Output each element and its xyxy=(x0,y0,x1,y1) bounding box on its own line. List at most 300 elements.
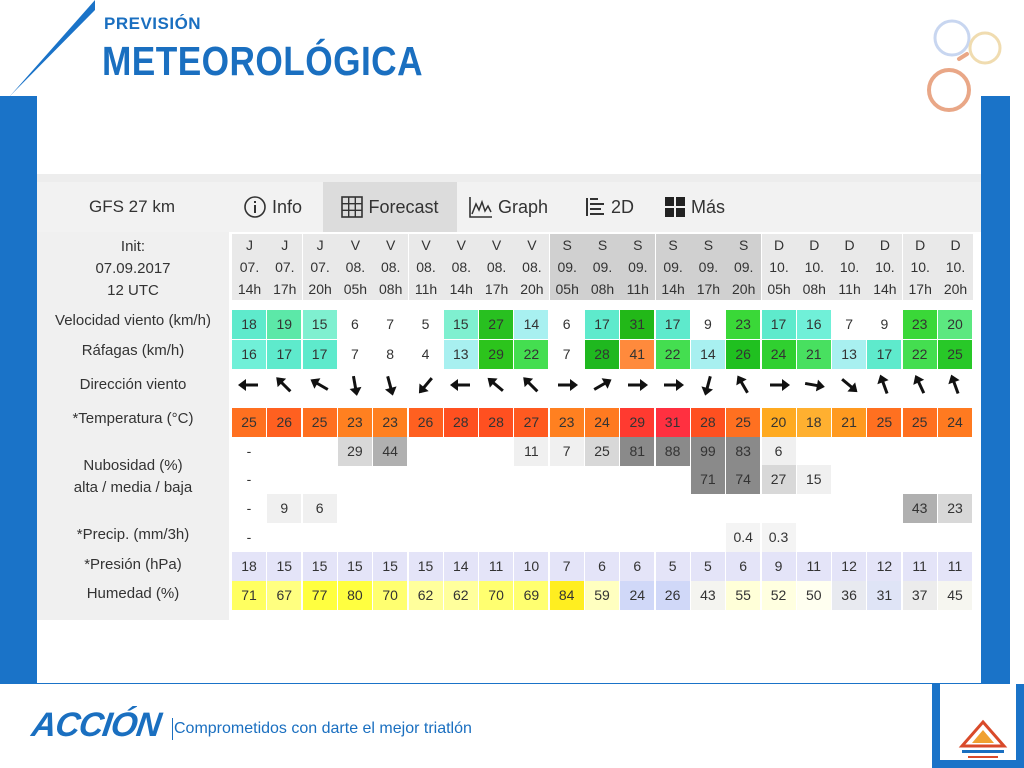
pressure-cell: 9 xyxy=(762,552,796,581)
pressure-cell: 15 xyxy=(338,552,372,581)
humidity-cell: 45 xyxy=(938,581,972,610)
temperature-cell: 20 xyxy=(762,408,796,437)
temperature-cell: 21 xyxy=(832,408,866,437)
cloud-mid-cell xyxy=(514,465,548,494)
pressure-cell: 15 xyxy=(267,552,301,581)
gusts-cell: 17 xyxy=(303,340,337,369)
humidity-cell: 50 xyxy=(797,581,831,610)
humidity-cell: 80 xyxy=(338,581,372,610)
init-label: Init: xyxy=(120,238,146,255)
cloud-mid-cell xyxy=(479,465,513,494)
humidity-cell: 71 xyxy=(232,581,266,610)
wind-direction-arrow-icon xyxy=(938,370,972,400)
cloud-high-cell: 81 xyxy=(620,437,654,466)
table-grid-icon xyxy=(341,196,363,218)
line-graph-icon xyxy=(469,196,493,218)
precipitation-cell: - xyxy=(246,529,252,545)
temperature-cell: 31 xyxy=(656,408,690,437)
info-icon xyxy=(243,195,267,219)
precipitation-cell xyxy=(903,523,937,552)
precipitation-cell xyxy=(479,523,513,552)
temperature-cell: 28 xyxy=(691,408,725,437)
column-header-date: 08. xyxy=(380,259,401,275)
gusts-cell: 22 xyxy=(903,340,937,369)
pressure-cell: 12 xyxy=(867,552,901,581)
label-pressure: *Presión (hPa) xyxy=(84,556,182,573)
gusts-cell: 21 xyxy=(797,340,831,369)
model-selector[interactable]: GFS 27 km xyxy=(89,197,175,216)
label-cloud-cover: Nubosidad (%) xyxy=(83,457,183,474)
column-header xyxy=(373,234,409,300)
column-header-hour: 20h xyxy=(732,281,756,297)
column-header-hour: 08h xyxy=(379,281,403,297)
cloud-mid-cell xyxy=(938,465,972,494)
cloud-low-cell: 43 xyxy=(903,494,937,523)
column-header xyxy=(338,234,374,300)
column-header-hour: 05h xyxy=(767,281,791,297)
column-header-hour: 14h xyxy=(449,281,473,297)
temperature-cell: 26 xyxy=(409,408,443,437)
grid-more-icon xyxy=(664,196,686,218)
forecast-column xyxy=(303,232,338,620)
gusts-cell: 4 xyxy=(409,340,443,369)
column-header xyxy=(232,234,268,300)
gusts-cell: 22 xyxy=(656,340,690,369)
wind-direction-arrow-icon xyxy=(514,370,548,400)
column-header xyxy=(867,234,903,300)
precipitation-cell xyxy=(691,523,725,552)
column-header xyxy=(303,234,339,300)
temperature-cell: 25 xyxy=(867,408,901,437)
column-header-day: J xyxy=(281,237,289,253)
cloud-mid-cell xyxy=(444,465,478,494)
column-header xyxy=(550,234,586,300)
pressure-cell: 14 xyxy=(444,552,478,581)
column-header-hour: 05h xyxy=(343,281,368,297)
wind-direction-arrow-icon xyxy=(232,370,266,400)
layers-2d-icon xyxy=(586,196,606,218)
humidity-cell: 69 xyxy=(514,581,548,610)
column-header-day: D xyxy=(950,237,961,253)
humidity-cell: 70 xyxy=(479,581,513,610)
column-header-day: S xyxy=(703,237,714,253)
precipitation-cell xyxy=(797,523,831,552)
cloud-mid-cell xyxy=(373,465,407,494)
cloud-mid-cell xyxy=(409,465,443,494)
forecast-column xyxy=(514,232,549,620)
cloud-mid-cell xyxy=(585,465,619,494)
cloud-high-cell: 83 xyxy=(726,437,760,466)
temperature-cell: 23 xyxy=(338,408,372,437)
triathlon-rings-logo xyxy=(915,14,1005,119)
column-header-day: S xyxy=(562,237,572,253)
cloud-low-cell xyxy=(691,494,725,523)
gusts-cell: 16 xyxy=(232,340,266,369)
humidity-cell: 67 xyxy=(267,581,301,610)
cloud-high-cell: 6 xyxy=(762,437,796,466)
column-header-date: 07. xyxy=(310,259,330,275)
temperature-cell: 25 xyxy=(232,408,266,437)
pressure-cell: 12 xyxy=(832,552,866,581)
wind-direction-arrow-icon xyxy=(479,370,513,400)
column-header-day: D xyxy=(809,237,820,253)
cloud-high-cell xyxy=(267,437,301,466)
pressure-cell: 10 xyxy=(514,552,548,581)
pressure-cell: 7 xyxy=(550,552,584,581)
forecast-column xyxy=(373,232,408,620)
wind-direction-arrow-icon xyxy=(267,370,301,400)
tab-forecast-label: Forecast xyxy=(368,196,439,217)
cloud-mid-cell xyxy=(338,465,372,494)
cloud-mid-cell xyxy=(867,465,901,494)
pressure-cell: 6 xyxy=(620,552,654,581)
precipitation-cell xyxy=(867,523,901,552)
pressure-cell: 11 xyxy=(938,552,972,581)
pressure-cell: 18 xyxy=(232,552,266,581)
cloud-mid-cell xyxy=(303,465,337,494)
column-header xyxy=(832,234,868,300)
init-utc: 12 UTC xyxy=(107,282,159,299)
column-header-date: 10. xyxy=(839,259,860,275)
column-header-date: 09. xyxy=(557,259,577,275)
cloud-mid-cell xyxy=(903,465,937,494)
precipitation-cell xyxy=(585,523,619,552)
wind-speed-cell: 23 xyxy=(726,310,760,339)
column-header xyxy=(762,234,798,300)
column-header-date: 08. xyxy=(451,259,472,275)
cloud-high-cell: 11 xyxy=(514,437,548,466)
column-header-date: 08. xyxy=(486,259,507,275)
humidity-cell: 43 xyxy=(691,581,725,610)
column-header-date: 07. xyxy=(239,259,260,275)
wind-speed-cell: 6 xyxy=(338,310,372,339)
tagline-separator xyxy=(172,718,173,740)
forecast-column xyxy=(232,232,267,620)
row-labels xyxy=(37,232,229,620)
precipitation-cell xyxy=(444,523,478,552)
pressure-cell: 11 xyxy=(797,552,831,581)
temperature-cell: 23 xyxy=(373,408,407,437)
column-header-hour: 11h xyxy=(626,281,649,297)
temperature-cell: 26 xyxy=(267,408,301,437)
column-header-day: V xyxy=(491,237,502,253)
temperature-cell: 27 xyxy=(514,408,548,437)
cloud-low-cell xyxy=(514,494,548,523)
wind-direction-arrow-icon xyxy=(691,370,725,400)
temperature-cell: 25 xyxy=(903,408,937,437)
wind-direction-arrow-icon xyxy=(303,370,337,400)
gusts-cell: 13 xyxy=(444,340,478,369)
forecast-column xyxy=(938,232,973,620)
temperature-cell: 23 xyxy=(550,408,584,437)
column-header-day: D xyxy=(773,237,785,253)
column-header-date: 09. xyxy=(663,259,683,275)
column-header-hour: 17h xyxy=(696,281,721,297)
forecast-column xyxy=(550,232,585,620)
cloud-high-cell xyxy=(867,437,901,466)
cloud-mid-cell xyxy=(620,465,654,494)
column-header-hour: 17h xyxy=(273,281,297,297)
wind-speed-cell: 27 xyxy=(479,310,513,339)
forecast-column xyxy=(409,232,444,620)
precipitation-cell xyxy=(550,523,584,552)
column-header-day: J xyxy=(316,237,324,253)
tab-2d[interactable] xyxy=(586,182,634,232)
page-supertitle: PREVISIÓN xyxy=(104,14,202,33)
cloud-low-cell: - xyxy=(246,500,252,516)
forecast-column xyxy=(338,232,373,620)
humidity-cell: 36 xyxy=(832,581,866,610)
wind-speed-cell: 19 xyxy=(267,310,301,339)
cloud-low-cell xyxy=(762,494,796,523)
forecast-column xyxy=(479,232,514,620)
cloud-mid-cell xyxy=(267,465,301,494)
cloud-high-cell: 29 xyxy=(338,437,372,466)
wind-direction-arrow-icon xyxy=(373,370,407,400)
cloud-mid-cell: 27 xyxy=(762,465,796,494)
tab-more[interactable] xyxy=(664,182,725,232)
column-header-day: S xyxy=(597,237,608,253)
wind-direction-arrow-icon xyxy=(338,370,372,400)
column-header-hour: 14h xyxy=(873,281,897,297)
cloud-mid-cell xyxy=(832,465,866,494)
temperature-cell: 28 xyxy=(444,408,478,437)
label-wind-speed: Velocidad viento (km/h) xyxy=(55,312,211,329)
forecast-column xyxy=(267,232,302,620)
column-header-date: 07. xyxy=(275,259,295,275)
gusts-cell: 13 xyxy=(832,340,866,369)
pressure-cell: 11 xyxy=(903,552,937,581)
column-header-hour: 17h xyxy=(908,281,932,297)
column-header-hour: 11h xyxy=(414,281,438,297)
precipitation-cell xyxy=(409,523,443,552)
column-header xyxy=(903,234,939,300)
column-header-date: 08. xyxy=(416,259,436,275)
column-header-day: D xyxy=(879,237,890,253)
precipitation-cell xyxy=(267,523,301,552)
cloud-mid-cell: 15 xyxy=(797,465,831,494)
cloud-mid-cell xyxy=(656,465,690,494)
column-header xyxy=(479,234,515,300)
cloud-low-cell xyxy=(832,494,866,523)
wind-speed-cell: 17 xyxy=(656,310,690,339)
pressure-cell: 15 xyxy=(303,552,337,581)
temperature-cell: 18 xyxy=(797,408,831,437)
wind-direction-arrow-icon xyxy=(832,370,866,400)
cloud-low-cell xyxy=(338,494,372,523)
tab-graph[interactable] xyxy=(469,182,548,232)
precipitation-cell xyxy=(832,523,866,552)
wind-speed-cell: 6 xyxy=(550,310,584,339)
precipitation-cell: 0.3 xyxy=(762,523,796,552)
tab-forecast[interactable] xyxy=(323,182,457,232)
column-header-hour: 20h xyxy=(308,281,332,297)
triathlon-corner-logo xyxy=(958,716,1008,764)
pressure-cell: 11 xyxy=(479,552,513,581)
label-precipitation: *Precip. (mm/3h) xyxy=(76,526,190,543)
humidity-cell: 37 xyxy=(903,581,937,610)
cloud-high-cell: 25 xyxy=(585,437,619,466)
column-header xyxy=(726,234,762,300)
column-header-day: S xyxy=(668,237,678,253)
column-header-hour: 05h xyxy=(555,281,579,297)
column-header-date: 09. xyxy=(592,259,613,275)
forecast-column xyxy=(691,232,726,620)
wind-direction-arrow-icon xyxy=(656,370,690,400)
tab-more-label: Más xyxy=(691,196,726,217)
cloud-mid-cell: 71 xyxy=(691,465,725,494)
wind-speed-cell: 31 xyxy=(620,310,654,339)
pressure-cell: 6 xyxy=(585,552,619,581)
temperature-cell: 25 xyxy=(303,408,337,437)
cloud-low-cell: 23 xyxy=(938,494,972,523)
column-header-date: 08. xyxy=(522,259,542,275)
precipitation-cell xyxy=(620,523,654,552)
cloud-mid-cell: - xyxy=(246,471,252,487)
forecast-column xyxy=(797,232,832,620)
cloud-high-cell: - xyxy=(246,443,252,459)
forecast-widget xyxy=(37,174,981,620)
tab-info[interactable] xyxy=(243,182,302,232)
cloud-low-cell xyxy=(409,494,443,523)
wind-speed-cell: 7 xyxy=(832,310,866,339)
wind-speed-cell: 16 xyxy=(797,310,831,339)
gusts-cell: 26 xyxy=(726,340,760,369)
gusts-cell: 24 xyxy=(762,340,796,369)
precipitation-cell xyxy=(938,523,972,552)
cloud-low-cell xyxy=(585,494,619,523)
wind-speed-cell: 15 xyxy=(444,310,478,339)
cloud-mid-cell xyxy=(550,465,584,494)
precipitation-cell: 0.4 xyxy=(726,523,760,552)
cloud-low-cell xyxy=(479,494,513,523)
forecast-column xyxy=(585,232,620,620)
tab-graph-label: Graph xyxy=(498,196,549,217)
forecast-column xyxy=(762,232,797,620)
column-header-hour: 08h xyxy=(590,281,615,297)
cloud-low-cell xyxy=(797,494,831,523)
wind-direction-arrow-icon xyxy=(550,370,584,400)
wind-direction-arrow-icon xyxy=(585,370,619,400)
wind-speed-cell: 17 xyxy=(585,310,619,339)
humidity-cell: 77 xyxy=(303,581,337,610)
column-header-day: V xyxy=(386,237,396,253)
cloud-high-cell xyxy=(832,437,866,466)
column-header-day: S xyxy=(633,237,643,253)
cloud-high-cell: 99 xyxy=(691,437,725,466)
column-header-date: 10. xyxy=(945,259,966,275)
cloud-high-cell xyxy=(797,437,831,466)
column-header-date: 09. xyxy=(733,259,754,275)
column-header xyxy=(938,234,974,300)
forecast-grid xyxy=(232,232,981,620)
cloud-high-cell xyxy=(479,437,513,466)
cloud-mid-cell: 74 xyxy=(726,465,760,494)
gusts-cell: 17 xyxy=(867,340,901,369)
cloud-high-cell xyxy=(444,437,478,466)
column-header xyxy=(514,234,550,300)
wind-speed-cell: 15 xyxy=(303,310,337,339)
cloud-high-cell xyxy=(938,437,972,466)
wind-speed-cell: 17 xyxy=(762,310,796,339)
column-header xyxy=(620,234,656,300)
column-header-date: 10. xyxy=(875,259,895,275)
column-header-day: D xyxy=(915,237,926,253)
column-header-day: V xyxy=(527,237,537,253)
column-header xyxy=(444,234,480,300)
gusts-cell: 41 xyxy=(620,340,654,369)
column-header-date: 09. xyxy=(698,259,719,275)
temperature-cell: 24 xyxy=(585,408,619,437)
forecast-tabs xyxy=(37,182,981,232)
pressure-cell: 5 xyxy=(656,552,690,581)
column-header xyxy=(409,234,445,300)
precipitation-cell xyxy=(303,523,337,552)
wind-speed-cell: 7 xyxy=(373,310,407,339)
gusts-cell: 14 xyxy=(691,340,725,369)
pressure-cell: 15 xyxy=(409,552,443,581)
init-date: 07.09.2017 xyxy=(95,260,171,277)
column-header-date: 10. xyxy=(804,259,825,275)
wind-direction-arrow-icon xyxy=(444,370,478,400)
gusts-cell: 22 xyxy=(514,340,548,369)
label-temperature: *Temperatura (°C) xyxy=(72,410,194,427)
cloud-low-cell xyxy=(620,494,654,523)
cloud-low-cell xyxy=(656,494,690,523)
column-header-hour: 08h xyxy=(802,281,826,297)
column-header-day: J xyxy=(246,237,253,253)
wind-direction-arrow-icon xyxy=(409,370,443,400)
column-header xyxy=(797,234,833,300)
column-header-hour: 20h xyxy=(943,281,968,297)
temperature-cell: 28 xyxy=(479,408,513,437)
forecast-column xyxy=(656,232,691,620)
gusts-cell: 17 xyxy=(267,340,301,369)
cloud-high-cell: 7 xyxy=(550,437,584,466)
cloud-high-cell xyxy=(303,437,337,466)
wind-direction-arrow-icon xyxy=(726,370,760,400)
cloud-high-cell xyxy=(903,437,937,466)
label-humidity: Humedad (%) xyxy=(86,585,180,602)
forecast-column xyxy=(903,232,938,620)
forecast-column xyxy=(867,232,902,620)
wind-speed-cell: 9 xyxy=(867,310,901,339)
tab-2d-label: 2D xyxy=(611,196,635,217)
footer-tagline: Comprometidos con darte el mejor triatlón xyxy=(174,720,472,737)
cloud-low-cell xyxy=(373,494,407,523)
column-header-date: 08. xyxy=(345,259,366,275)
gusts-cell: 28 xyxy=(585,340,619,369)
cloud-low-cell: 9 xyxy=(267,494,301,523)
forecast-column xyxy=(726,232,761,620)
humidity-cell: 52 xyxy=(762,581,796,610)
wind-direction-arrow-icon xyxy=(762,370,796,400)
column-header xyxy=(691,234,727,300)
label-cloud-levels: alta / media / baja xyxy=(73,479,193,496)
column-header-hour: 20h xyxy=(520,281,544,297)
column-header-hour: 14h xyxy=(661,281,685,297)
gusts-cell: 25 xyxy=(938,340,972,369)
humidity-cell: 62 xyxy=(444,581,478,610)
column-header xyxy=(656,234,692,300)
column-header-day: S xyxy=(739,237,749,253)
wind-direction-arrow-icon xyxy=(867,370,901,400)
cloud-low-cell xyxy=(867,494,901,523)
temperature-cell: 29 xyxy=(620,408,654,437)
forecast-column xyxy=(444,232,479,620)
accion-logo: ACCIÓN xyxy=(29,706,163,744)
gusts-cell: 7 xyxy=(550,340,584,369)
